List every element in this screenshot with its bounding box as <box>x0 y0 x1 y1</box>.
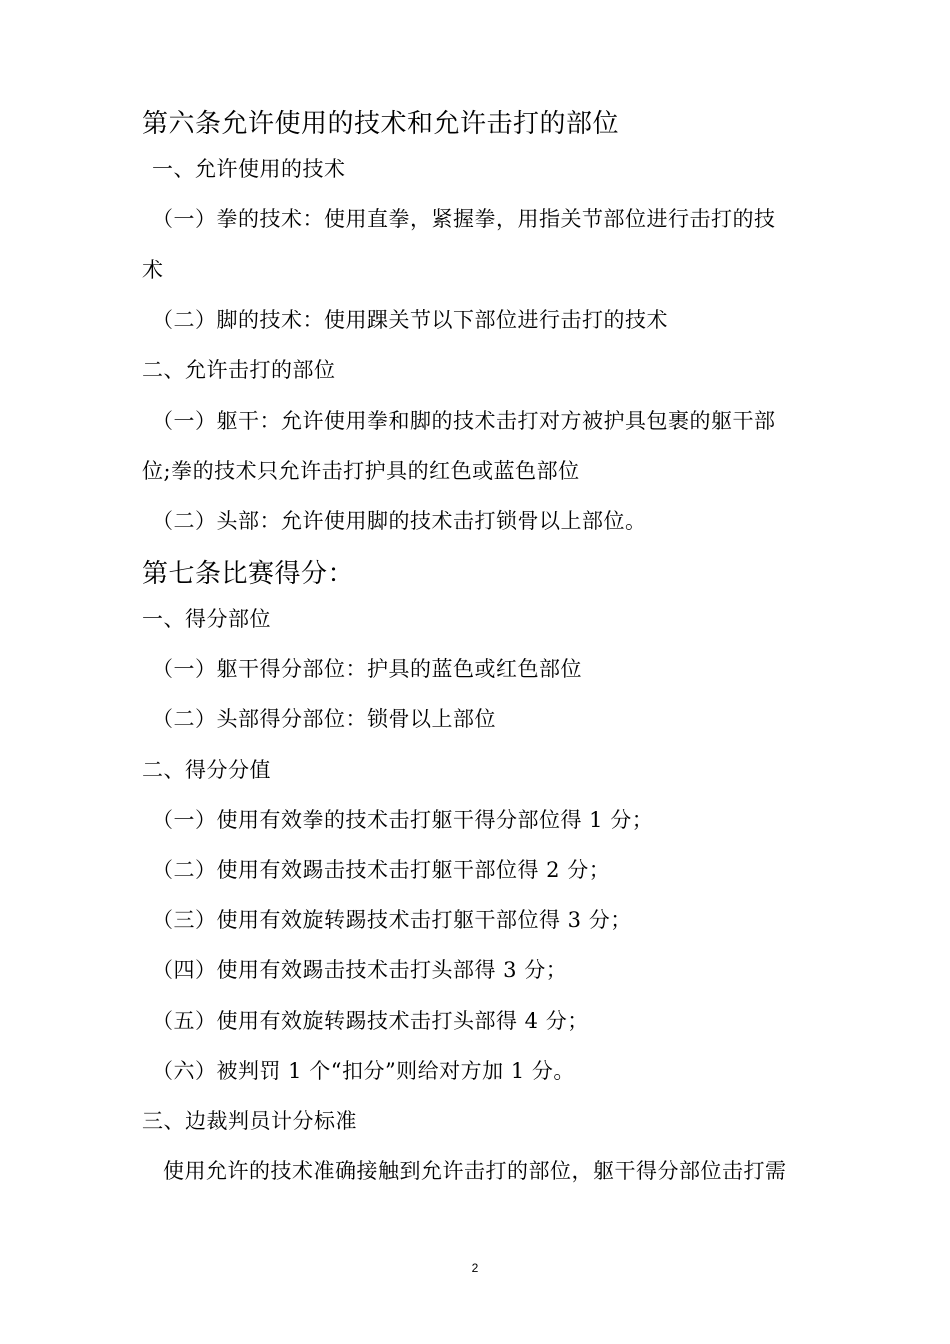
item-trunk-target-continued: 位;拳的技术只允许击打护具的红色或蓝色部位 <box>142 459 580 483</box>
item-punch-technique: （一）拳的技术：使用直拳，紧握拳，用指关节部位进行击打的技 <box>152 207 776 231</box>
list-item: （二）使用有效踢击技术击打躯干部位得 2 分； <box>152 858 611 882</box>
section-heading-score-values: 二、得分分值 <box>142 758 271 782</box>
list-item: （四）使用有效踢击技术击打头部得 3 分； <box>152 958 568 982</box>
article-6-title: 第六条允许使用的技术和允许击打的部位 <box>142 109 620 139</box>
section-heading-allowed-target-areas: 二、允许击打的部位 <box>142 358 336 382</box>
list-item: （一）使用有效拳的技术击打躯干得分部位得 1 分； <box>152 808 654 832</box>
article-7-title: 第七条比赛得分： <box>142 559 355 589</box>
item-head-scoring-area: （二）头部得分部位：锁骨以上部位 <box>152 707 496 731</box>
section-heading-allowed-techniques: 一、允许使用的技术 <box>152 157 346 181</box>
item-foot-technique: （二）脚的技术：使用踝关节以下部位进行击打的技术 <box>152 308 668 332</box>
section-heading-scoring-areas: 一、得分部位 <box>142 607 271 631</box>
paragraph-scoring-standard: 使用允许的技术准确接触到允许击打的部位，躯干得分部位击打需 <box>163 1159 787 1183</box>
list-item: （三）使用有效旋转踢技术击打躯干部位得 3 分； <box>152 908 632 932</box>
page-number: 2 <box>471 1261 479 1275</box>
section-heading-judge-scoring-standard: 三、边裁判员计分标准 <box>142 1109 357 1133</box>
item-trunk-scoring-area: （一）躯干得分部位：护具的蓝色或红色部位 <box>152 657 582 681</box>
item-head-target: （二）头部：允许使用脚的技术击打锁骨以上部位。 <box>152 509 647 533</box>
list-item: （六）被判罚 1 个“扣分”则给对方加 1 分。 <box>152 1059 575 1083</box>
item-punch-technique-continued: 术 <box>142 258 164 282</box>
list-item: （五）使用有效旋转踢技术击打头部得 4 分； <box>152 1009 589 1033</box>
item-trunk-target: （一）躯干：允许使用拳和脚的技术击打对方被护具包裹的躯干部 <box>152 409 776 433</box>
